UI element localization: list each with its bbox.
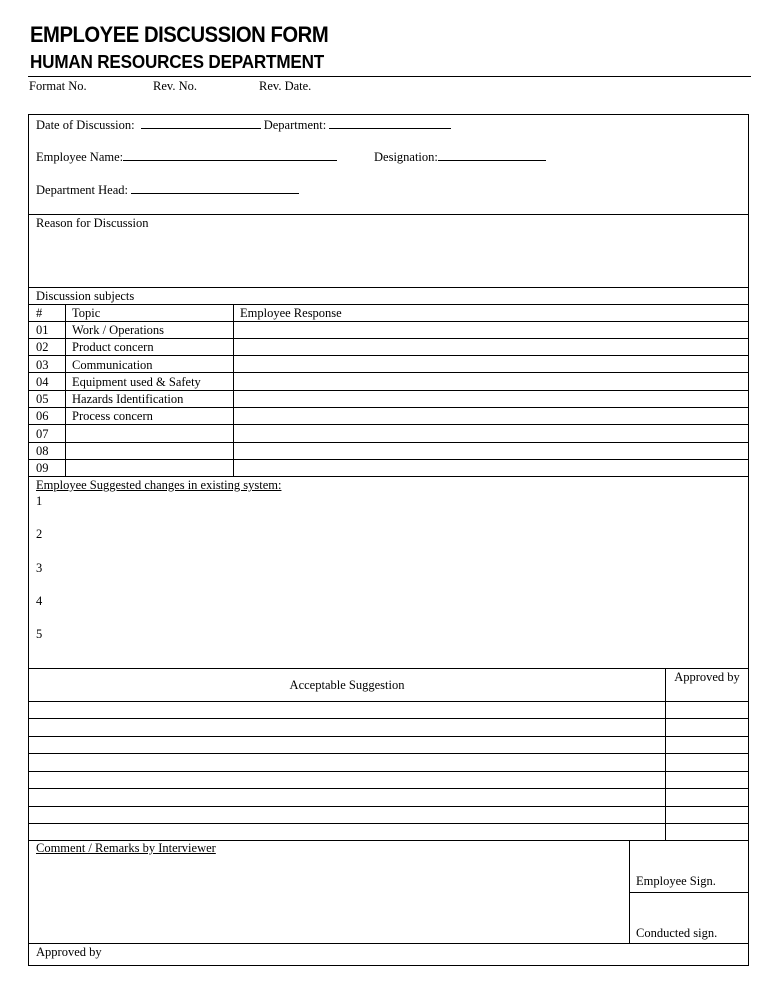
row-number: 02 <box>36 340 49 354</box>
suggestion-number: 3 <box>36 561 43 575</box>
acceptable-suggestion-cell[interactable] <box>29 824 665 840</box>
employee-response-cell[interactable] <box>234 339 748 355</box>
row-number: 03 <box>36 358 49 372</box>
divider <box>29 287 748 288</box>
row-number: 04 <box>36 375 49 389</box>
conducted-sign-label: Conducted sign. <box>636 926 718 940</box>
acceptable-suggestion-cell[interactable] <box>29 737 665 753</box>
column-header-topic: Topic <box>72 306 101 320</box>
employee-response-cell[interactable] <box>234 425 748 441</box>
row-topic: Hazards Identification <box>72 392 184 406</box>
approved-by-cell[interactable] <box>666 789 748 806</box>
approved-by-cell[interactable] <box>666 772 748 788</box>
approved-by-label: Approved by <box>36 945 102 959</box>
conducted-sign-area[interactable] <box>630 893 748 942</box>
suggestion-number: 4 <box>36 594 43 608</box>
department-blank[interactable] <box>329 117 451 129</box>
comments-label: Comment / Remarks by Interviewer <box>36 841 216 855</box>
employee-response-cell[interactable] <box>234 322 748 338</box>
form-title: EMPLOYEE DISCUSSION FORM <box>30 22 329 47</box>
employee-sign-label: Employee Sign. <box>636 874 716 888</box>
row-number: 08 <box>36 444 49 458</box>
department-label: Department: <box>263 118 327 132</box>
row-topic: Process concern <box>72 409 153 423</box>
acceptable-suggestion-cell[interactable] <box>29 702 665 718</box>
employee-response-cell[interactable] <box>234 391 748 407</box>
approved-by-cell[interactable] <box>666 702 748 718</box>
approved-by-cell[interactable] <box>666 824 748 840</box>
employee-response-cell[interactable] <box>234 460 748 476</box>
suggestions-label: Employee Suggested changes in existing system: <box>36 478 282 492</box>
row-number: 05 <box>36 392 49 406</box>
divider <box>29 476 748 477</box>
approved-by-cell[interactable] <box>666 737 748 753</box>
rev-no-label: Rev. No. <box>153 79 197 93</box>
row-topic: Communication <box>72 358 153 372</box>
divider <box>29 304 748 305</box>
discussion-subjects-label: Discussion subjects <box>36 289 135 303</box>
acceptable-suggestion-cell[interactable] <box>29 807 665 823</box>
reason-input-area[interactable] <box>29 231 748 287</box>
employee-sign-area[interactable] <box>630 841 748 891</box>
approved-by-field[interactable] <box>109 944 744 964</box>
topic-cell[interactable] <box>66 460 232 476</box>
department-head-field[interactable] <box>36 182 299 198</box>
format-no-label: Format No. <box>29 79 87 93</box>
topic-cell[interactable] <box>66 425 232 441</box>
row-number: 07 <box>36 427 49 441</box>
approved-by-cell[interactable] <box>666 719 748 736</box>
row-number: 06 <box>36 409 49 423</box>
acceptable-suggestion-cell[interactable] <box>29 719 665 736</box>
divider <box>29 668 748 669</box>
approved-by-cell[interactable] <box>666 754 748 771</box>
suggestion-number: 2 <box>36 527 43 541</box>
row-topic: Product concern <box>72 340 154 354</box>
suggestion-number: 1 <box>36 494 43 508</box>
employee-name-field[interactable] <box>36 149 337 165</box>
employee-response-cell[interactable] <box>234 373 748 389</box>
column-header-number: # <box>36 306 43 320</box>
row-number: 09 <box>36 461 49 475</box>
employee-response-cell[interactable] <box>234 443 748 459</box>
acceptable-suggestion-cell[interactable] <box>29 754 665 771</box>
acceptable-suggestion-cell[interactable] <box>29 772 665 788</box>
approved-by-cell[interactable] <box>666 807 748 823</box>
date-of-discussion-blank[interactable] <box>141 117 261 129</box>
acceptable-suggestion-cell[interactable] <box>29 789 665 806</box>
department-head-blank[interactable] <box>131 182 299 194</box>
header-divider <box>28 76 751 77</box>
column-header-response: Employee Response <box>240 306 342 320</box>
row-topic: Equipment used & Safety <box>72 375 201 389</box>
suggestion-number: 5 <box>36 627 43 641</box>
employee-name-label: Employee Name: <box>36 150 124 164</box>
designation-field[interactable] <box>374 149 546 165</box>
department-subtitle: HUMAN RESOURCES DEPARTMENT <box>30 52 325 72</box>
employee-response-cell[interactable] <box>234 408 748 424</box>
designation-blank[interactable] <box>438 149 546 161</box>
acceptable-suggestion-header: Acceptable Suggestion <box>289 678 405 692</box>
employee-response-cell[interactable] <box>234 356 748 372</box>
row-topic: Work / Operations <box>72 323 165 337</box>
rev-date-label: Rev. Date. <box>259 79 312 93</box>
approved-by-header: Approved by <box>674 670 740 684</box>
employee-name-blank[interactable] <box>123 149 337 161</box>
date-of-discussion-label: Date of Discussion: <box>36 118 135 132</box>
comments-input-area[interactable] <box>29 857 629 942</box>
row-number: 01 <box>36 323 49 337</box>
designation-label: Designation: <box>374 150 438 164</box>
date-of-discussion-field[interactable] <box>36 117 451 133</box>
suggestions-input-area[interactable] <box>51 493 741 663</box>
form-frame <box>28 114 749 966</box>
divider <box>29 214 748 215</box>
reason-label: Reason for Discussion <box>36 216 149 230</box>
topic-cell[interactable] <box>66 443 232 459</box>
department-head-label: Department Head: <box>36 183 128 197</box>
